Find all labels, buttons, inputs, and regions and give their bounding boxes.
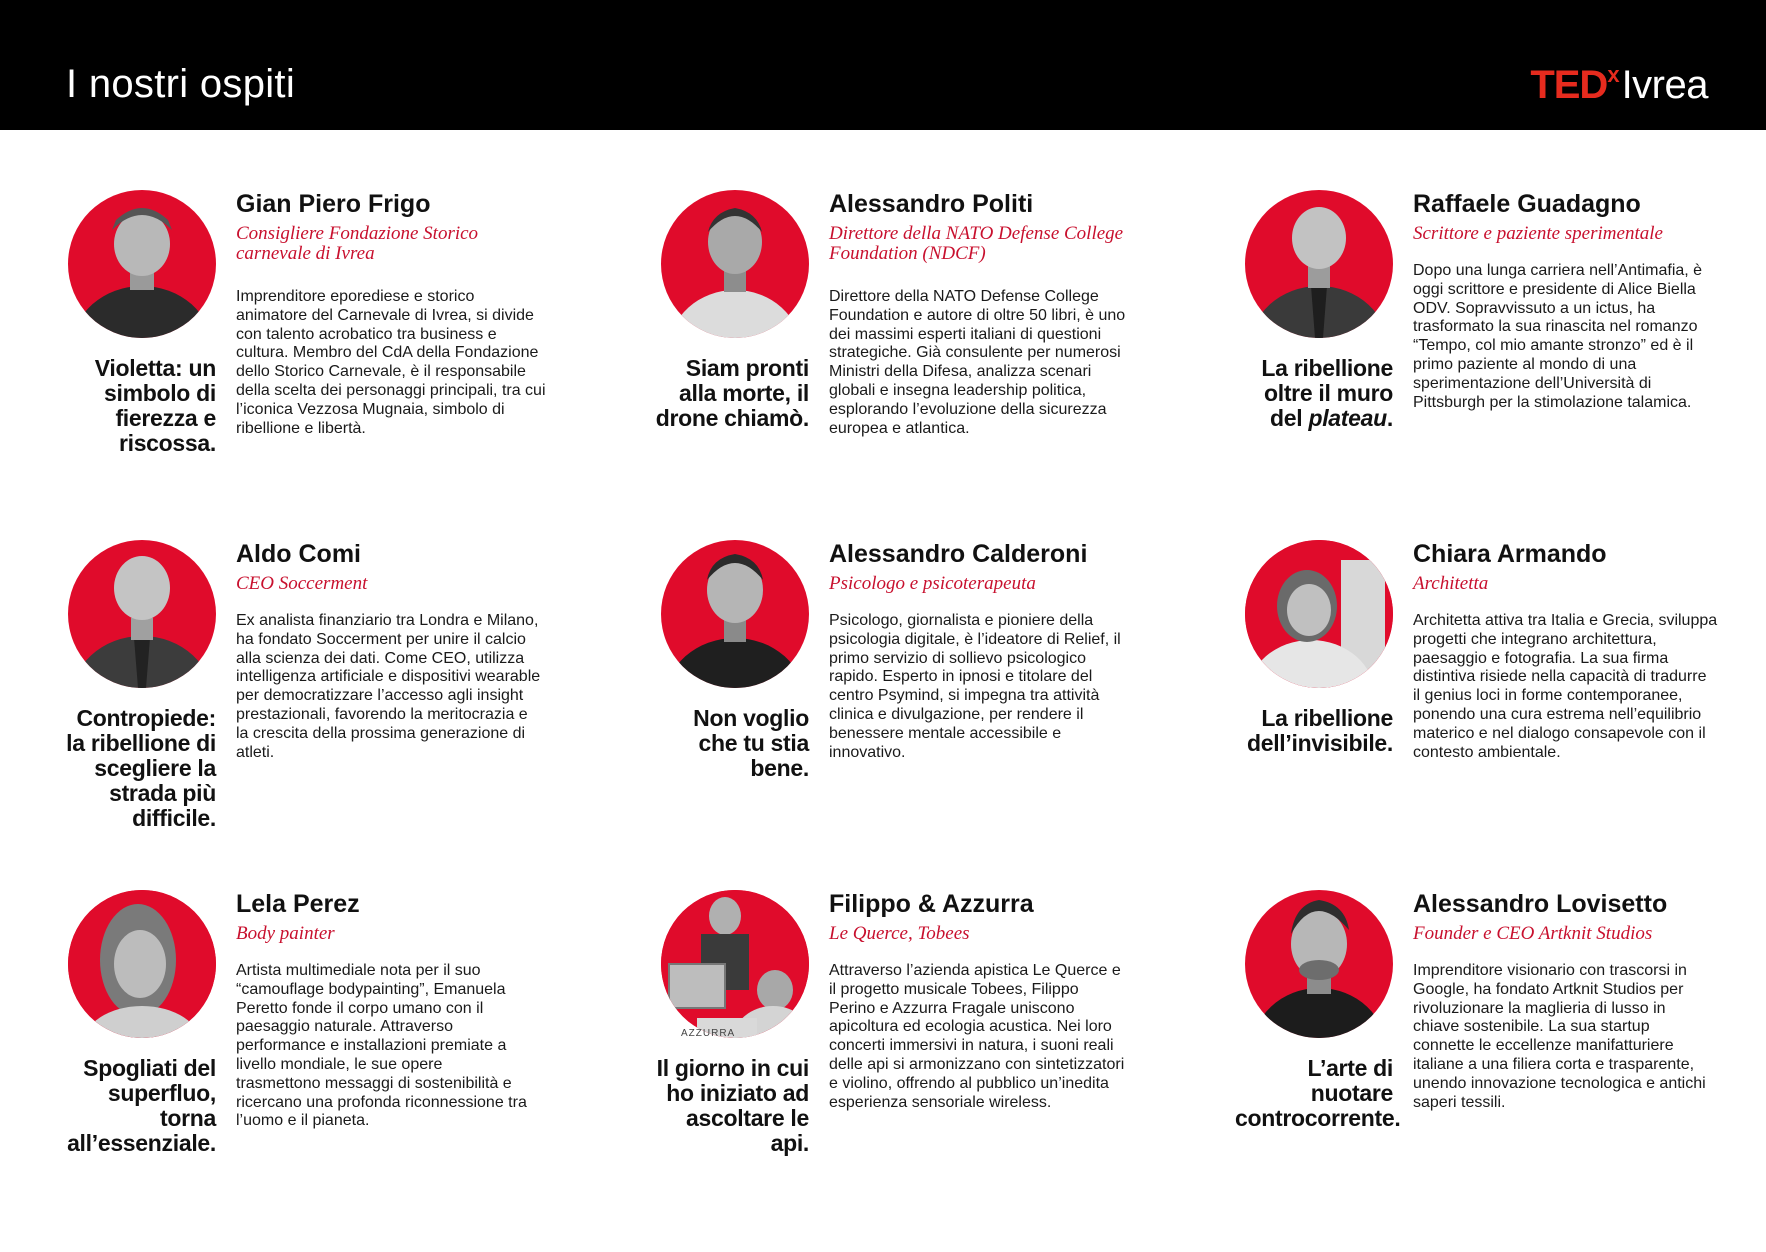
talk-title-end: .	[1386, 405, 1393, 431]
guest-name: Lela Perez	[236, 890, 360, 918]
guest-role: Body painter	[236, 923, 335, 944]
guest-portrait-photo	[1245, 890, 1393, 1038]
talk-title: Il giorno in cui ho iniziato ad ascoltare le api.	[656, 1055, 809, 1156]
talk-title: Siam pronti alla morte, il drone chiamò.	[655, 355, 809, 431]
guest-card-filippo-azzurra	[651, 860, 1211, 1200]
guest-portrait-photo	[661, 190, 809, 338]
talk-title: Violetta: un simbolo di fierezza e riscossa.	[94, 355, 216, 456]
guest-card-perez	[58, 860, 618, 1200]
guest-role: Founder e CEO Artknit Studios	[1413, 923, 1653, 944]
guest-bio: Imprenditore visionario con trascorsi in Google, ha fondato Artknit Studios per rivoluzionare la maglieria di lusso in chiave sostenibile. La sua startup connette le eccellenze manifatturiere italiane a una filiera corta e trasparente, unendo innovazione tecnologica e antichi saperi tessili.	[1413, 962, 1706, 1111]
guest-name: Gian Piero Frigo	[236, 190, 431, 218]
guest-bio: Psicologo, giornalista e pioniere della psicologia digitale, è l’ideatore di Relief, il primo servizio di sollievo psicologico rapido. Esperto in ipnosi e titolare del centro Psymind, si impegna tra attività clinica e divulgazione, per rendere il benessere mentale accessibile e innovativo.	[829, 612, 1121, 761]
guest-portrait-photo	[68, 190, 216, 338]
talk-title: Contropiede: la ribellione di scegliere la strada più difficile.	[66, 705, 216, 831]
guest-portrait-photo	[661, 890, 809, 1038]
talk-title: Non voglio che tu stia bene.	[693, 705, 809, 781]
page-title: I nostri ospiti	[66, 62, 296, 106]
photo-caption: AZZURRA	[681, 1028, 736, 1039]
guest-portrait-photo	[68, 890, 216, 1038]
guest-card-armando	[1235, 510, 1766, 850]
guest-role: Scrittore e paziente sperimentale	[1413, 223, 1663, 244]
talk-title: L’arte di nuotare controcorrente.	[1235, 1055, 1401, 1131]
guest-name: Filippo & Azzurra	[829, 890, 1034, 918]
guest-portrait-photo	[661, 540, 809, 688]
talk-title-start: La ribellione oltre il muro del	[1261, 355, 1393, 431]
logo-x: x	[1607, 62, 1620, 87]
guest-role: Le Querce, Tobees	[829, 923, 970, 944]
talk-title: La ribellione dell’invisibile.	[1246, 705, 1393, 756]
guest-name: Alessandro Politi	[829, 190, 1034, 218]
talk-title-emphasis: plateau	[1308, 405, 1387, 431]
guest-card-frigo	[58, 160, 618, 500]
guest-name: Aldo Comi	[236, 540, 361, 568]
guest-role: Consigliere Fondazione Storico carnevale di Ivrea	[236, 223, 479, 264]
logo-ted: TED	[1530, 63, 1608, 107]
guest-name: Alessandro Calderoni	[829, 540, 1088, 568]
guest-portrait-photo	[1245, 190, 1393, 338]
guest-card-lovisetto	[1235, 860, 1766, 1200]
guest-bio: Imprenditore eporediese e storico animatore del Carnevale di Ivrea, si divide con talento acrobatico tra business e cultura. Membro del CdA della Fondazione dello Storico Carnevale, è il responsabile della scelta dei personaggi principali, tra cui l’iconica Vezzosa Mugnaia, simbolo di ribellione e libertà.	[236, 288, 546, 437]
talk-title: Spogliati del superfluo, torna all’essenziale.	[67, 1055, 216, 1156]
guest-role: CEO Soccerment	[236, 573, 368, 594]
logo-city: Ivrea	[1621, 63, 1708, 107]
guest-role: Direttore della NATO Defense College Foundation (NDCF)	[829, 223, 1124, 264]
guest-bio: Attraverso l’azienda apistica Le Querce e il progetto musicale Tobees, Filippo Perino e Azzurra Fragale uniscono apicoltura ed ecologia acustica. Nei loro concerti immersivi in natura, i suoni reali delle api si armonizzano con sintetizzatori e violino, offrendo al pubblico un’inedita esperienza sensoriale wireless.	[829, 962, 1125, 1111]
guest-card-politi	[651, 160, 1211, 500]
guest-bio: Architetta attiva tra Italia e Grecia, sviluppa progetti che integrano architettura, paesaggio e fotografia. La sua firma distintiva risiede nella capacità di tradurre il genius loci in forme contemporanee, ponendo una cura estrema nell’equilibrio materico e nel dialogo consapevole con il contesto ambientale.	[1413, 612, 1718, 761]
guest-card-calderoni	[651, 510, 1211, 850]
guest-card-guadagno	[1235, 160, 1766, 500]
guest-role: Psicologo e psicoterapeuta	[829, 573, 1036, 594]
page-header	[0, 0, 1766, 130]
guest-card-comi	[58, 510, 618, 850]
guest-name: Chiara Armando	[1413, 540, 1607, 568]
guest-bio: Direttore della NATO Defense College Foundation e autore di oltre 50 libri, è uno dei massimi esperti italiani di questioni strategiche. Già consulente per numerosi Ministri della Difesa, analizza scenari globali e insegna leadership politica, esplorando l’evoluzione della sicurezza europea e atlantica.	[829, 288, 1126, 437]
tedx-ivrea-logo	[1530, 62, 1708, 108]
guest-bio: Ex analista finanziario tra Londra e Milano, ha fondato Soccerment per unire il calcio alla scienza dei dati. Come CEO, utilizza intelligenza artificiale e dispositivi wearable per democratizzare l’accesso agli insight prestazionali, favorendo la meritocrazia e la crescita della prossima generazione di atleti.	[236, 612, 541, 761]
guest-name: Raffaele Guadagno	[1413, 190, 1641, 218]
guest-bio: Dopo una lunga carriera nell’Antimafia, è oggi scrittore e presidente di Alice Biella ODV. Sopravvissuto a un ictus, ha trasformato la sua rinascita nel romanzo “Tempo, col mio amante stronzo” ed è il primo paziente al mondo di una sperimentazione dell’Università di Pittsburgh per la stimolazione talamica.	[1413, 262, 1703, 411]
guest-name: Alessandro Lovisetto	[1413, 890, 1668, 918]
guest-portrait-photo	[1245, 540, 1393, 688]
guest-role: Architetta	[1413, 573, 1489, 594]
talk-title	[1235, 356, 1393, 431]
guest-portrait-photo	[68, 540, 216, 688]
guest-bio: Artista multimediale nota per il suo “camouflage bodypainting”, Emanuela Peretto fonde il corpo umano con il paesaggio naturale. Attraverso performance e installazioni premiate a livello mondiale, le sue opere trasmettono messaggi di sostenibilità e ricercano una profonda riconnessione tra l’uomo e il pianeta.	[236, 962, 527, 1130]
